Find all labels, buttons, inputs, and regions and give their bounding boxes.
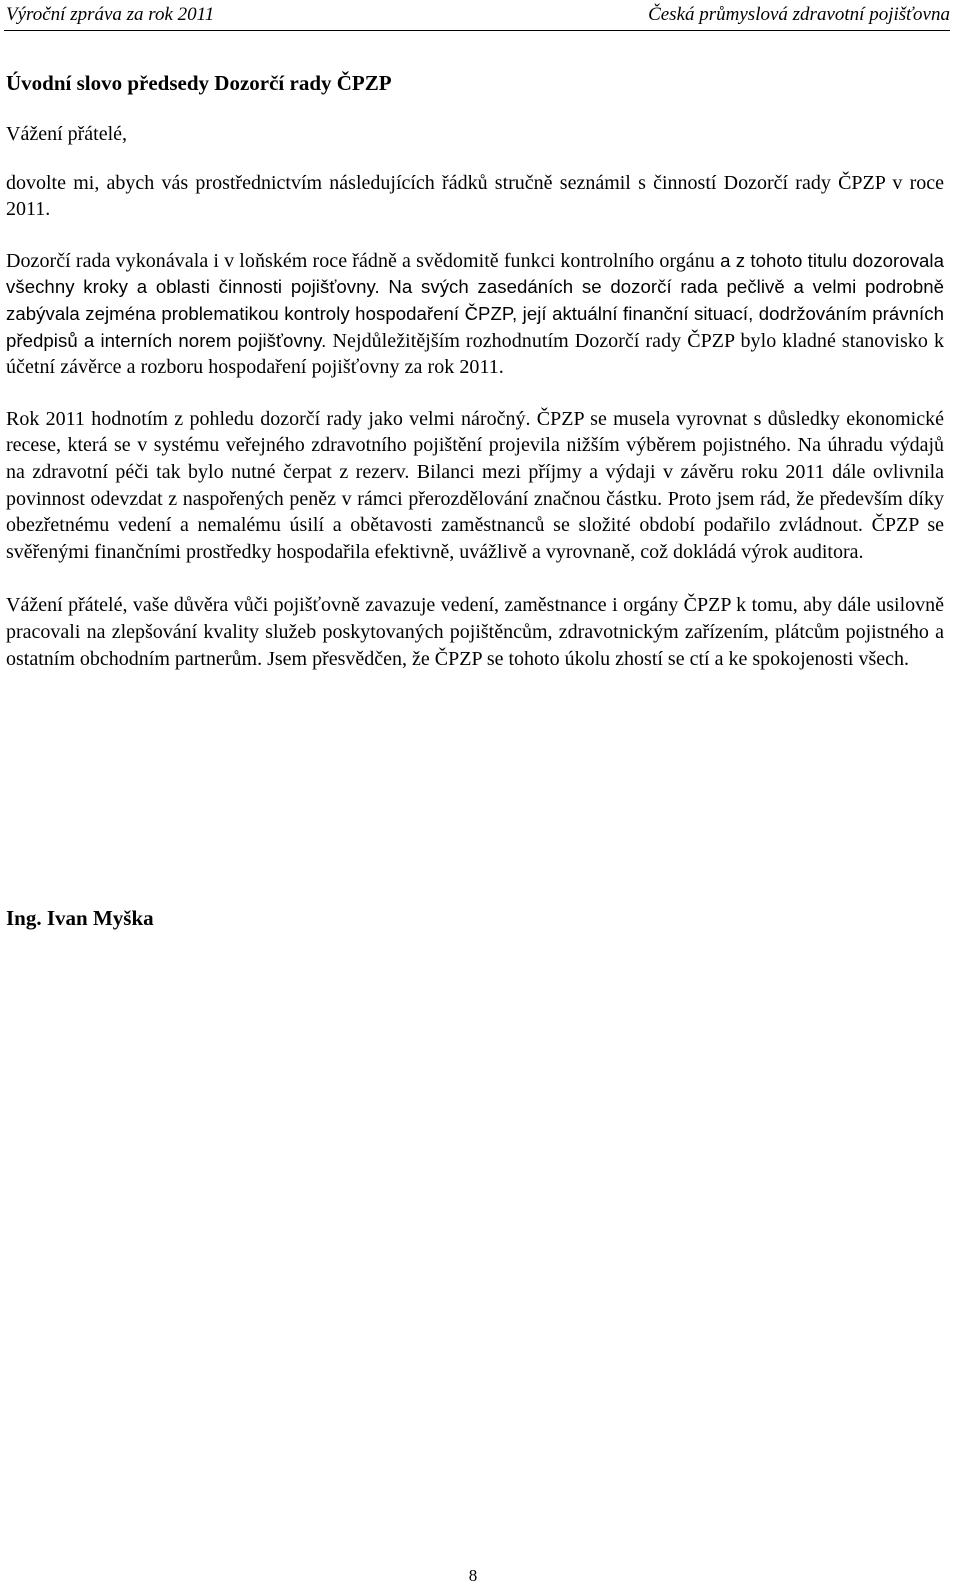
paragraph-supervisory-activity-end: Nejdůležitějším rozhodnutím Dozorčí rady ČPZP bylo kladné stanovisko k účetní závěrce a rozboru hospodaření pojišťovny za rok 2011. bbox=[6, 329, 944, 379]
page-number: 8 bbox=[468, 1566, 478, 1585]
running-header bbox=[4, 2, 950, 31]
paragraph-year-evaluation: Rok 2011 hodnotím z pohledu dozorčí rady jako velmi náročný. ČPZP se musela vyrovnat s důsledky ekonomické recese, která se v systému veřejného zdravotního pojištění projevila nižším výběrem pojistného. Na úhradu výdajů na zdravotní péči tak bylo nutné čerpat z rezerv. Bilanci mezi příjmy a výdaji v závěru roku 2011 dále ovlivnila povinnost odevzdat z naspořených peněz v rámci přerozdělování značnou částku. Proto jsem rád, že především díky obezřetnému vedení a nemalému úsilí a obětavosti zaměstnanců se složité období podařilo zvládnout. ČPZP se svěřenými finančními prostředky hospodařila efektivně, uvážlivě a vyrovnaně, což dokládá výrok auditora. bbox=[6, 407, 944, 563]
header-company-name: Česká průmyslová zdravotní pojišťovna bbox=[648, 4, 950, 25]
header-report-title: Výroční zpráva za rok 2011 bbox=[6, 4, 215, 25]
paragraph-supervisory-activity-body: a z tohoto titulu dozorovala všechny kroky a oblasti činnosti pojišťovny. Na svých zasedáních se dozorčí rada pečlivě a velmi podrobně zabývala zejména problematikou kontroly hospodaření ČPZP, její aktuální finanční situací, dodržováním právních předpisů a interních norem pojišťovny. bbox=[6, 249, 944, 351]
paragraph-closing: Vážení přátelé, vaše důvěra vůči pojišťovně zavazuje vedení, zaměstnance i orgány ČPZP k tomu, aby dále usilovně pracovali na zlepšování kvality služeb poskytovaných pojištěncům, zdravotnickým zařízením, plátcům pojistného a ostatním obchodním partnerům. Jsem přesvědčen, že ČPZP se tohoto úkolu zhostí se ctí a ke spokojenosti všech. bbox=[6, 594, 944, 670]
paragraph-supervisory-activity-lead: Dozorčí rada vykonávala i v loňském roce řádně a svědomitě funkci kontrolního orgánu bbox=[6, 249, 715, 272]
paragraph-supervisory-activity bbox=[6, 248, 944, 381]
signature-name: Ing. Ivan Myška bbox=[6, 906, 154, 930]
document-body bbox=[6, 70, 944, 672]
page-title: Úvodní slovo předsedy Dozorčí rady ČPZP bbox=[6, 71, 392, 95]
salutation: Vážení přátelé, bbox=[6, 123, 128, 145]
paragraph-intro: dovolte mi, abych vás prostřednictvím následujících řádků stručně seznámil s činností Dozorčí rady ČPZP v roce 2011. bbox=[6, 171, 944, 221]
